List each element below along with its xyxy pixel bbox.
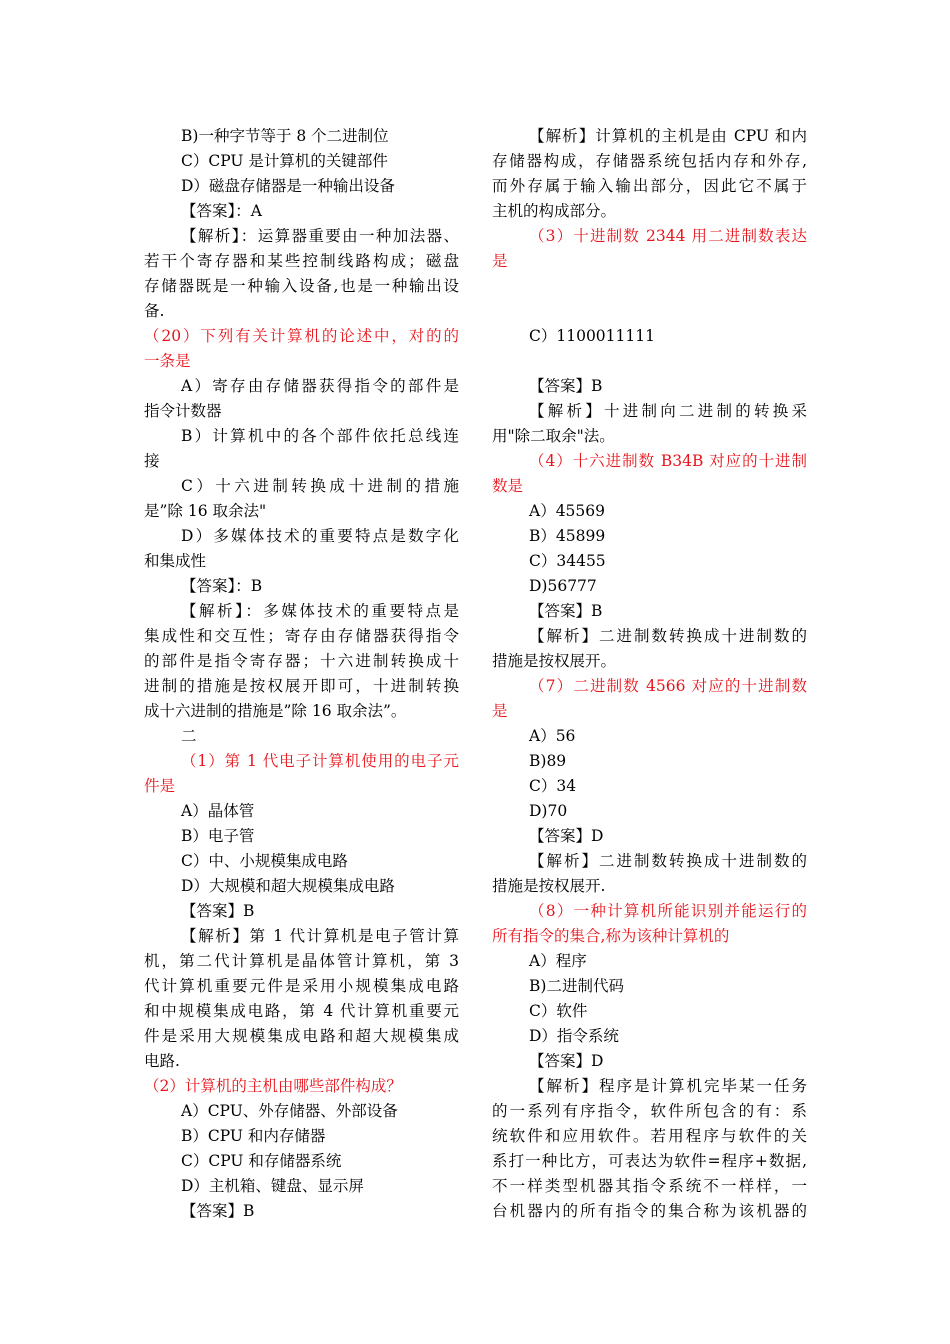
text-line: 【解析】：多媒体技术的重要特点是 <box>181 602 459 620</box>
text-line: 【答案】B <box>529 602 603 620</box>
text-line: 【解析】：运算器重要由一种加法器、 <box>181 227 459 245</box>
text-line: B）CPU 和内存储器 <box>181 1127 326 1145</box>
blank-line <box>492 274 807 299</box>
text-line: D)56777 <box>529 577 597 595</box>
text-line: 【解析】第 1 代计算机是电子管计算 <box>181 927 459 945</box>
text-line: 代计算机重要元件是采用小规模集成电路 <box>144 977 459 995</box>
text-line: 统软件和应用软件。若用程序与软件的关 <box>492 1127 807 1145</box>
text-line: B)一种字节等于 8 个二进制位 <box>181 127 389 145</box>
text-line: 【解析】二进制数转换成十进制数的 <box>529 852 807 870</box>
text-line: 的一系列有序指令，软件所包含的有：系 <box>492 1102 807 1120</box>
text-line: B)89 <box>529 752 567 770</box>
text-line: 若干个寄存器和某些控制线路构成；磁盘 <box>144 252 459 270</box>
text-line: 【答案】B <box>181 1202 255 1220</box>
text-line: 用"除二取余"法。 <box>492 427 615 445</box>
text-line: 【答案】D <box>529 827 604 845</box>
text-line: A）CPU、外存储器、外部设备 <box>181 1102 398 1120</box>
text-line: C）CPU 和存储器系统 <box>181 1152 342 1170</box>
question-line: 件是 <box>144 777 176 795</box>
text-line: A）寄存由存储器获得指令的部件是 <box>181 377 459 395</box>
question-line: （1）第 1 代电子计算机使用的电子元 <box>181 752 459 770</box>
text-line: 【答案】B <box>529 377 603 395</box>
text-line: D）多媒体技术的重要特点是数字化 <box>181 527 459 545</box>
text-line: 【解析】十进制向二进制的转换采 <box>529 402 807 420</box>
text-line: A）程序 <box>529 952 587 970</box>
text-line: 存储器既是一种输入设备,也是一种输出设 <box>144 277 459 295</box>
text-line: B）45899 <box>529 527 606 545</box>
text-line: D)70 <box>529 802 568 820</box>
text-line: 备. <box>144 302 165 320</box>
text-line: 集成性和交互性；寄存由存储器获得指令 <box>144 627 459 645</box>
question-line: （2）计算机的主机由哪些部件构成？ <box>144 1077 402 1095</box>
text-line: D）指令系统 <box>529 1027 619 1045</box>
text-line: 而外存属于输入输出部分，因此它不属于 <box>492 177 807 195</box>
right-text-column <box>492 124 807 1224</box>
text-line: 进制的措施是按权展开即可，十进制转换 <box>144 677 459 695</box>
text-line: C）软件 <box>529 1002 588 1020</box>
text-line: 机，第二代计算机是晶体管计算机，第 3 <box>144 952 459 970</box>
text-line: 是”除 16 取余法" <box>144 502 267 520</box>
question-line: （8）一种计算机所能识别并能运行的 <box>529 902 807 920</box>
text-line: C）1100011111 <box>529 327 655 345</box>
text-line: 接 <box>144 452 160 470</box>
text-line: 台机器内的所有指令的集合称为该机器的 <box>492 1202 807 1220</box>
text-line: B）计算机中的各个部件依托总线连 <box>181 427 459 445</box>
text-line: 措施是按权展开。 <box>492 652 617 670</box>
text-line: C）34455 <box>529 552 606 570</box>
text-line: 系打一种比方，可表达为软件=程序+数据, <box>492 1152 807 1170</box>
text-line: 【答案】B <box>181 902 255 920</box>
text-line: C）十六进制转换成十进制的措施 <box>181 477 459 495</box>
text-line: 和中规模集成电路，第 4 代计算机重要元 <box>144 1002 459 1020</box>
question-line: 是 <box>492 702 508 720</box>
text-line: A）56 <box>529 727 576 745</box>
text-line: 件是采用大规模集成电路和超大规模集成 <box>144 1027 459 1045</box>
left-text-column <box>144 124 459 1224</box>
text-line: 【答案】D <box>529 1052 604 1070</box>
text-line: 【解析】二进制数转换成十进制数的 <box>529 627 807 645</box>
text-line: 不一样类型机器其指令系统不一样样，一 <box>492 1177 807 1195</box>
text-line: 电路. <box>144 1052 180 1070</box>
text-line: 措施是按权展开. <box>492 877 606 895</box>
text-line: A）晶体管 <box>181 802 255 820</box>
question-line: （3）十进制数 2344 用二进制数表达 <box>529 227 807 245</box>
question-line: 是 <box>492 252 508 270</box>
text-line: B)二进制代码 <box>529 977 624 995</box>
text-line: 的部件是指令寄存器；十六进制转换成十 <box>144 652 459 670</box>
text-line: D）磁盘存储器是一种输出设备 <box>181 177 395 195</box>
question-line: （7）二进制数 4566 对应的十进制数 <box>529 677 807 695</box>
text-line: D）大规模和超大规模集成电路 <box>181 877 395 895</box>
question-line: （4）十六进制数 B34B 对应的十进制 <box>529 452 807 470</box>
text-line: 指令计数器 <box>144 402 222 420</box>
text-line: C）34 <box>529 777 577 795</box>
blank-line <box>492 299 807 324</box>
text-line: D）主机箱、键盘、显示屏 <box>181 1177 364 1195</box>
text-line: 存储器构成，存储器系统包括内存和外存, <box>492 152 807 170</box>
text-line: A）45569 <box>529 502 606 520</box>
text-line: 【解析】程序是计算机完毕某一任务 <box>529 1077 807 1095</box>
text-line: 【解析】计算机的主机是由 CPU 和内 <box>529 127 807 145</box>
text-line: 【答案】：B <box>181 577 263 595</box>
question-line: 数是 <box>492 477 524 495</box>
text-line: C）CPU 是计算机的关键部件 <box>181 152 388 170</box>
question-line: 一条是 <box>144 352 191 370</box>
text-line: C）中、小规模集成电路 <box>181 852 348 870</box>
blank-line <box>492 349 807 374</box>
text-line: B）电子管 <box>181 827 255 845</box>
text-line: 主机的构成部分。 <box>492 202 617 220</box>
question-line: （20）下列有关计算机的论述中，对的的 <box>144 327 459 345</box>
text-line: 【答案】：A <box>181 202 262 220</box>
text-line: 成十六进制的措施是”除 16 取余法”。 <box>144 702 407 720</box>
text-line: 二 <box>181 727 197 745</box>
text-line: 和集成性 <box>144 552 207 570</box>
question-line: 所有指令的集合,称为该种计算机的 <box>492 927 730 945</box>
